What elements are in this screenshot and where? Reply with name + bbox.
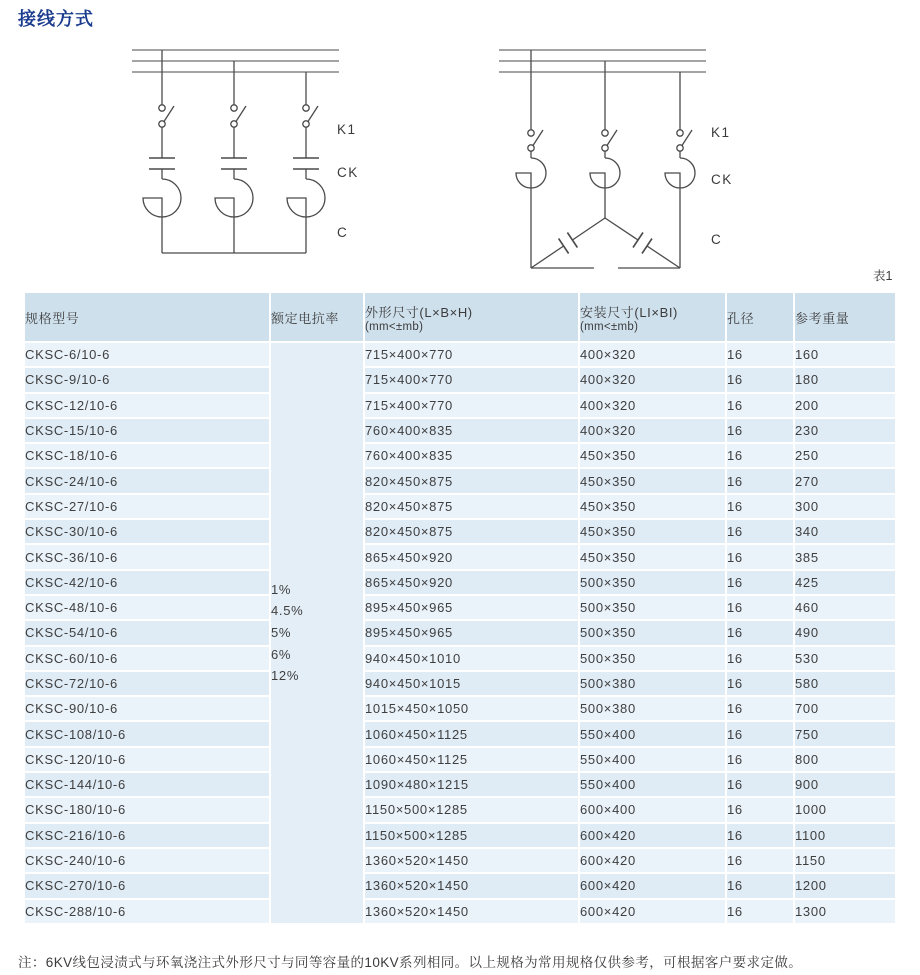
cell-install: 400×320 — [580, 419, 725, 442]
col-header-label: 规格型号 — [25, 310, 80, 326]
col-header-weight — [795, 293, 895, 341]
cell-weight: 530 — [795, 647, 895, 670]
label-c-left: C — [337, 225, 349, 240]
table-row — [25, 520, 895, 543]
phase-branch — [665, 72, 695, 268]
cell-weight: 460 — [795, 596, 895, 619]
phase-branch — [516, 50, 546, 268]
cell-install: 400×320 — [580, 368, 725, 391]
cell-weight: 385 — [795, 545, 895, 568]
cell-model: CKSC-90/10-6 — [25, 697, 269, 720]
cell-hole: 16 — [727, 798, 793, 821]
cell-dims: 940×450×1010 — [365, 647, 578, 670]
table-row — [25, 874, 895, 897]
cell-hole: 16 — [727, 647, 793, 670]
cell-dims: 895×450×965 — [365, 621, 578, 644]
cell-install: 500×350 — [580, 621, 725, 644]
cell-weight: 490 — [795, 621, 895, 644]
reactance-rate-value: 12% — [271, 668, 300, 684]
footnote: 注：6KV线包浸渍式与环氧浇注式外形尺寸与同等容量的10KV系列相同。以上规格为常用规格仅供参考，可根据客户要求定做。 — [18, 955, 803, 970]
table-row — [25, 571, 895, 594]
cell-weight: 230 — [795, 419, 895, 442]
cell-model: CKSC-60/10-6 — [25, 647, 269, 670]
cell-weight: 300 — [795, 495, 895, 518]
cell-install: 450×350 — [580, 495, 725, 518]
cell-model: CKSC-30/10-6 — [25, 520, 269, 543]
cell-weight: 425 — [795, 571, 895, 594]
table-row — [25, 343, 895, 366]
cell-install: 450×350 — [580, 444, 725, 467]
cell-install: 600×420 — [580, 900, 725, 923]
col-header-reactance — [271, 293, 363, 341]
right-diagram — [499, 50, 733, 268]
cell-model: CKSC-72/10-6 — [25, 672, 269, 695]
col-header-model — [25, 293, 269, 341]
cell-hole: 16 — [727, 419, 793, 442]
table-row — [25, 773, 895, 796]
label-ck-right: CK — [711, 172, 733, 187]
table-row — [25, 900, 895, 923]
table-row — [25, 798, 895, 821]
cell-hole: 16 — [727, 469, 793, 492]
cell-model: CKSC-54/10-6 — [25, 621, 269, 644]
cell-hole: 16 — [727, 748, 793, 771]
cell-weight: 1300 — [795, 900, 895, 923]
phase-branch — [287, 72, 325, 253]
table-row — [25, 621, 895, 644]
col-header-label: 外形尺寸(L×B×H) — [365, 304, 473, 320]
busbar-lines — [132, 50, 339, 72]
cell-weight: 1150 — [795, 849, 895, 872]
cell-install: 600×420 — [580, 849, 725, 872]
table-row — [25, 722, 895, 745]
cell-dims: 1150×500×1285 — [365, 824, 578, 847]
cell-model: CKSC-36/10-6 — [25, 545, 269, 568]
cell-hole: 16 — [727, 874, 793, 897]
cell-install: 550×400 — [580, 773, 725, 796]
label-c-right: C — [711, 232, 723, 247]
label-k1-left: K1 — [337, 122, 357, 137]
cell-install: 500×350 — [580, 647, 725, 670]
cell-install: 500×380 — [580, 697, 725, 720]
cell-hole: 16 — [727, 571, 793, 594]
cell-dims: 1360×520×1450 — [365, 874, 578, 897]
cell-install: 450×350 — [580, 469, 725, 492]
cell-model: CKSC-144/10-6 — [25, 773, 269, 796]
reactance-rate-value: 1% — [271, 581, 292, 597]
cell-hole: 16 — [727, 495, 793, 518]
cell-model: CKSC-27/10-6 — [25, 495, 269, 518]
cell-weight: 1200 — [795, 874, 895, 897]
cell-install: 500×380 — [580, 672, 725, 695]
cell-install: 550×400 — [580, 748, 725, 771]
cell-dims: 1150×500×1285 — [365, 798, 578, 821]
label-k1-right: K1 — [711, 125, 731, 140]
col-header-label: 孔径 — [727, 310, 755, 326]
cell-hole: 16 — [727, 596, 793, 619]
reactance-rate-value: 4.5% — [271, 603, 304, 619]
cell-weight: 800 — [795, 748, 895, 771]
cell-install: 550×400 — [580, 722, 725, 745]
reactance-rate-cell — [271, 343, 363, 923]
cell-weight: 250 — [795, 444, 895, 467]
col-header-sublabel: (mm<±mb) — [365, 320, 424, 333]
cell-install: 400×320 — [580, 343, 725, 366]
table-row — [25, 697, 895, 720]
col-header-dims — [365, 293, 578, 341]
table-header-row — [25, 293, 895, 341]
cell-model: CKSC-18/10-6 — [25, 444, 269, 467]
table-row — [25, 849, 895, 872]
cell-dims: 940×450×1015 — [365, 672, 578, 695]
table-number-label: 表1 — [873, 269, 893, 283]
cell-dims: 1360×520×1450 — [365, 849, 578, 872]
cell-hole: 16 — [727, 545, 793, 568]
cell-hole: 16 — [727, 444, 793, 467]
col-header-label: 安装尺寸(LI×BI) — [580, 304, 678, 320]
cell-weight: 270 — [795, 469, 895, 492]
table-row — [25, 419, 895, 442]
cell-weight: 750 — [795, 722, 895, 745]
cell-hole: 16 — [727, 900, 793, 923]
cell-hole: 16 — [727, 368, 793, 391]
wiring-diagrams — [0, 40, 920, 292]
table-row — [25, 495, 895, 518]
table-row — [25, 672, 895, 695]
cell-hole: 16 — [727, 343, 793, 366]
phase-branch — [215, 61, 253, 253]
cell-install: 600×420 — [580, 824, 725, 847]
reactance-rate-value: 6% — [271, 646, 292, 662]
cell-dims: 715×400×770 — [365, 368, 578, 391]
cell-dims: 820×450×875 — [365, 469, 578, 492]
cell-dims: 715×400×770 — [365, 343, 578, 366]
phase-branch — [143, 50, 181, 253]
cell-dims: 865×450×920 — [365, 571, 578, 594]
table-row — [25, 596, 895, 619]
cell-weight: 900 — [795, 773, 895, 796]
cell-dims: 1090×480×1215 — [365, 773, 578, 796]
table-row — [25, 647, 895, 670]
col-header-install — [580, 293, 725, 341]
cell-weight: 160 — [795, 343, 895, 366]
cell-model: CKSC-270/10-6 — [25, 874, 269, 897]
cell-dims: 1060×450×1125 — [365, 748, 578, 771]
cell-dims: 895×450×965 — [365, 596, 578, 619]
cell-weight: 580 — [795, 672, 895, 695]
cell-install: 400×320 — [580, 394, 725, 417]
cell-hole: 16 — [727, 697, 793, 720]
cell-dims: 760×400×835 — [365, 444, 578, 467]
cell-hole: 16 — [727, 849, 793, 872]
cell-install: 450×350 — [580, 545, 725, 568]
cell-dims: 865×450×920 — [365, 545, 578, 568]
col-header-label: 额定电抗率 — [271, 310, 340, 326]
col-header-hole — [727, 293, 793, 341]
cell-dims: 715×400×770 — [365, 394, 578, 417]
cell-weight: 700 — [795, 697, 895, 720]
cell-hole: 16 — [727, 722, 793, 745]
cell-model: CKSC-9/10-6 — [25, 368, 269, 391]
cell-hole: 16 — [727, 824, 793, 847]
table-row — [25, 469, 895, 492]
table-row — [25, 368, 895, 391]
table-row — [25, 545, 895, 568]
cell-model: CKSC-180/10-6 — [25, 798, 269, 821]
cell-install: 500×350 — [580, 571, 725, 594]
cell-hole: 16 — [727, 621, 793, 644]
table-row — [25, 444, 895, 467]
cell-dims: 760×400×835 — [365, 419, 578, 442]
cell-weight: 200 — [795, 394, 895, 417]
phase-branch — [590, 61, 620, 218]
cell-hole: 16 — [727, 394, 793, 417]
cell-model: CKSC-48/10-6 — [25, 596, 269, 619]
cell-model: CKSC-15/10-6 — [25, 419, 269, 442]
cell-model: CKSC-120/10-6 — [25, 748, 269, 771]
label-ck-left: CK — [337, 165, 359, 180]
cell-install: 450×350 — [580, 520, 725, 543]
spec-table-body — [25, 343, 895, 923]
cell-model: CKSC-12/10-6 — [25, 394, 269, 417]
cell-model: CKSC-216/10-6 — [25, 824, 269, 847]
left-diagram — [132, 50, 359, 253]
cell-model: CKSC-108/10-6 — [25, 722, 269, 745]
cell-dims: 1360×520×1450 — [365, 900, 578, 923]
cell-dims: 820×450×875 — [365, 495, 578, 518]
cell-model: CKSC-24/10-6 — [25, 469, 269, 492]
table-row — [25, 824, 895, 847]
table-row — [25, 748, 895, 771]
cell-dims: 1015×450×1050 — [365, 697, 578, 720]
col-header-label: 参考重量 — [795, 310, 850, 326]
cell-model: CKSC-288/10-6 — [25, 900, 269, 923]
col-header-sublabel: (mm<±mb) — [580, 320, 639, 333]
cell-install: 500×350 — [580, 596, 725, 619]
cell-model: CKSC-6/10-6 — [25, 343, 269, 366]
cell-weight: 180 — [795, 368, 895, 391]
cell-weight: 340 — [795, 520, 895, 543]
cell-model: CKSC-240/10-6 — [25, 849, 269, 872]
cell-dims: 1060×450×1125 — [365, 722, 578, 745]
delta-capacitors — [531, 218, 680, 268]
reactance-rate-value: 5% — [271, 625, 292, 641]
spec-table — [23, 291, 897, 925]
cell-hole: 16 — [727, 773, 793, 796]
cell-hole: 16 — [727, 520, 793, 543]
cell-install: 600×400 — [580, 798, 725, 821]
cell-weight: 1000 — [795, 798, 895, 821]
page-title: 接线方式 — [18, 9, 94, 29]
cell-dims: 820×450×875 — [365, 520, 578, 543]
cell-hole: 16 — [727, 672, 793, 695]
busbar-lines — [499, 50, 706, 72]
cell-model: CKSC-42/10-6 — [25, 571, 269, 594]
cell-install: 600×420 — [580, 874, 725, 897]
table-row — [25, 394, 895, 417]
cell-weight: 1100 — [795, 824, 895, 847]
